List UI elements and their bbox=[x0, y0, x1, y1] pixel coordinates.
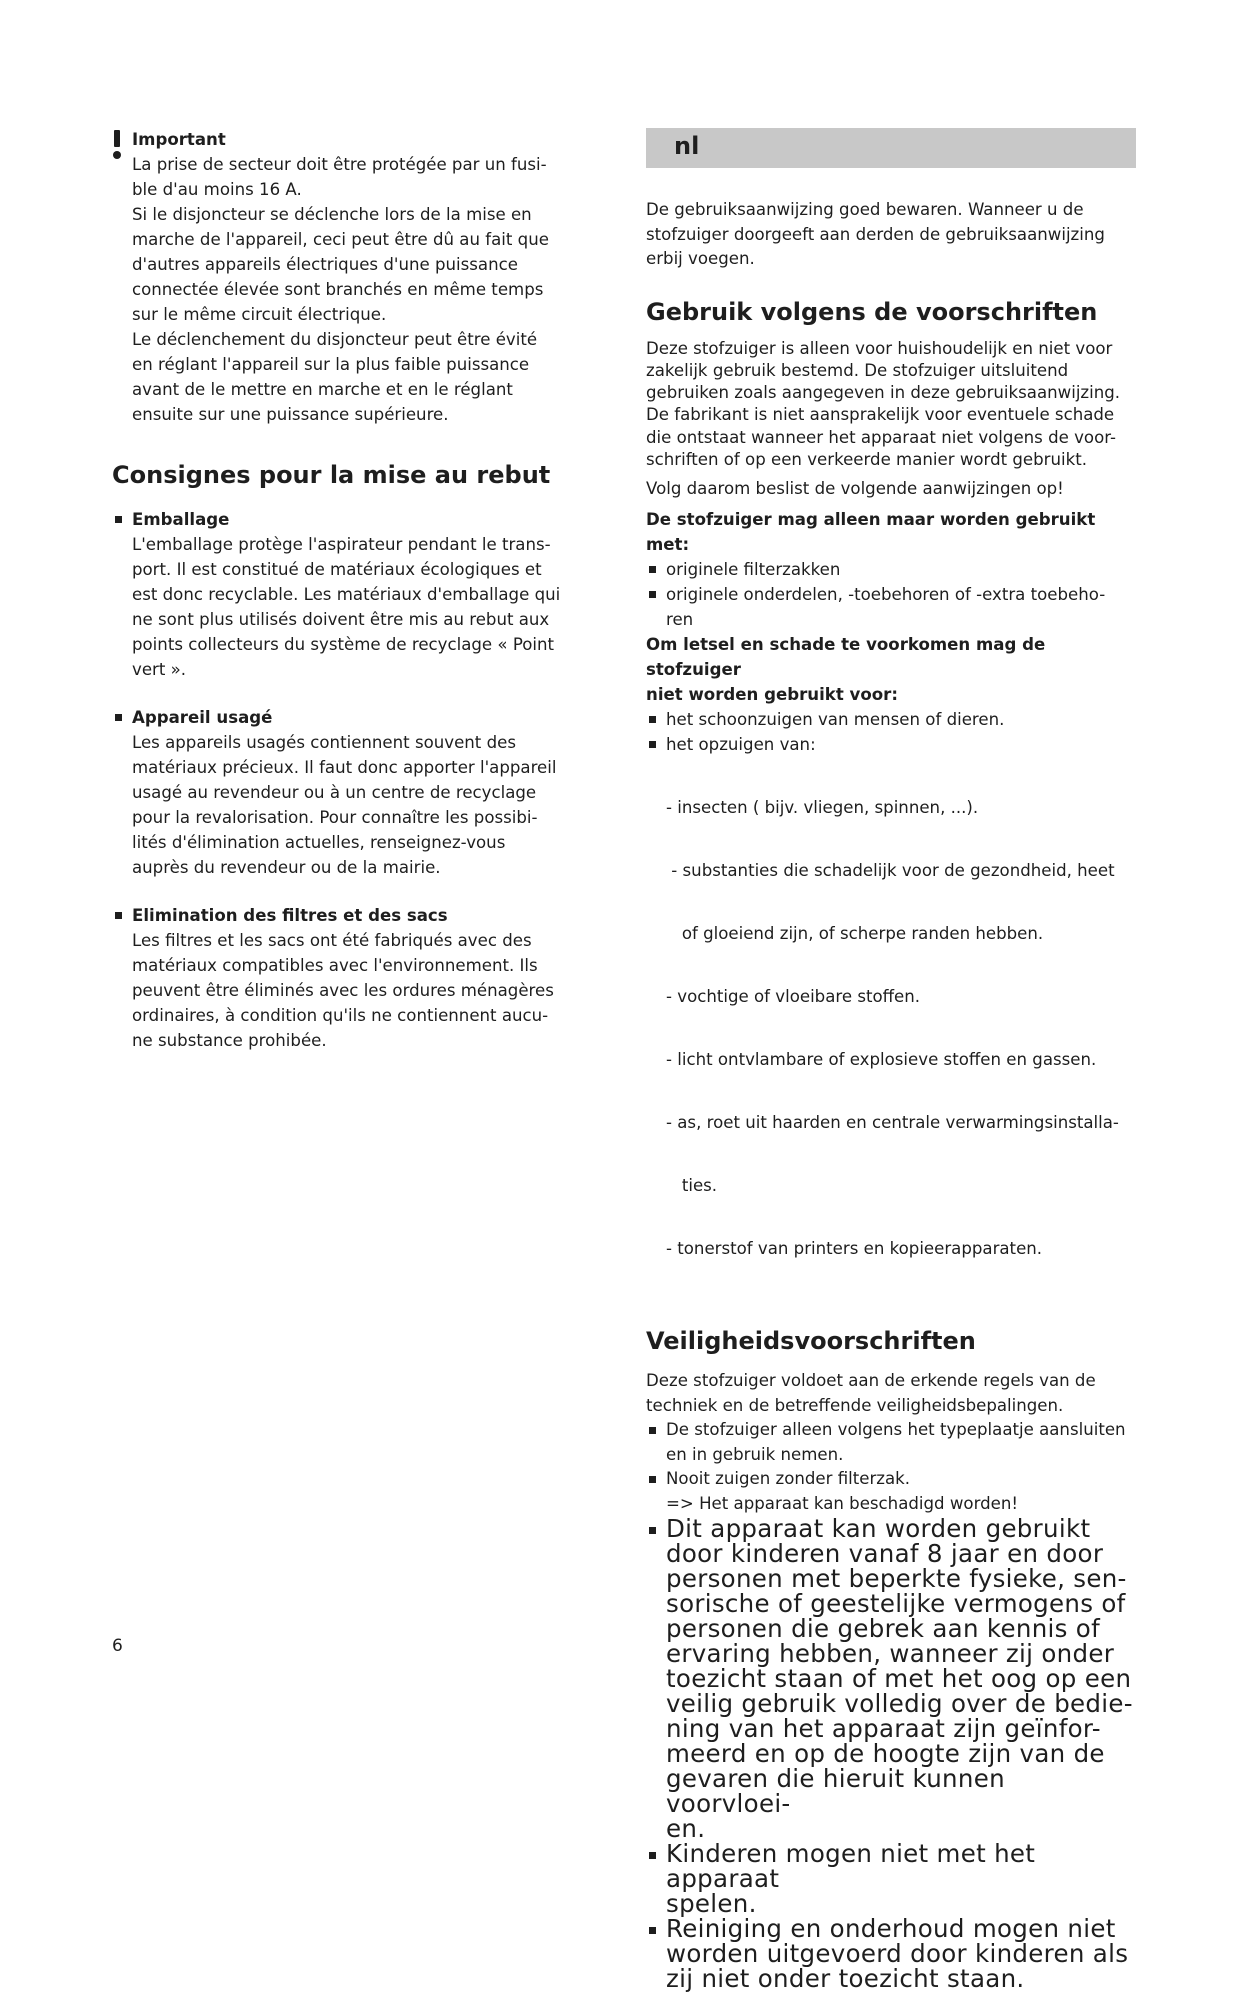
list-item-text: originele onderdelen, -toebehoren of -extra toebeho- bbox=[666, 585, 1106, 605]
intro-line: stofzuiger doorgeeft aan derden de gebruiksaanwijzing bbox=[646, 224, 1105, 244]
usage-heading: Gebruik volgens de voorschriften bbox=[646, 297, 1098, 326]
usage-line: Deze stofzuiger is alleen voor huishoudelijk en niet voor bbox=[646, 338, 1113, 358]
bullet-square-icon bbox=[649, 741, 656, 748]
usage-line: die ontstaat wanneer het apparaat niet volgens de voor- bbox=[646, 427, 1116, 447]
usage-line: gebruiken zoals aangegeven in deze gebruiksaanwijzing. bbox=[646, 383, 1121, 403]
safety-big-line: toezicht staan of met het oog op een bbox=[666, 1664, 1132, 1694]
language-tab-label: nl bbox=[674, 132, 700, 160]
only-with-title: De stofzuiger mag alleen maar worden gebruikt met: bbox=[646, 510, 1096, 555]
safety-intro-line: Deze stofzuiger voldoet aan de erkende regels van de bbox=[646, 1371, 1096, 1391]
safety-big-line: personen met beperkte fysieke, sen- bbox=[666, 1564, 1127, 1594]
safety-big-line: ervaring hebben, wanneer zij onder bbox=[666, 1639, 1115, 1669]
dash-item: - licht ontvlambare of explosieve stoffen en gassen. bbox=[666, 1050, 1097, 1070]
safety-item-large bbox=[646, 1514, 1136, 1844]
bullet-square-icon bbox=[649, 1927, 656, 1934]
intro-paragraph bbox=[646, 198, 1136, 272]
section-line: Les filtres et les sacs ont été fabriqués avec des bbox=[132, 931, 532, 950]
dash-item: - substanties die schadelijk voor de gezondheid, heet bbox=[666, 861, 1115, 881]
bullet-square-icon bbox=[649, 1852, 656, 1859]
not-for-title: Om letsel en schade te voorkomen mag de stofzuiger bbox=[646, 635, 1046, 680]
safety-big-line: Kinderen mogen niet met het apparaat bbox=[666, 1839, 1036, 1894]
section-line: port. Il est constitué de matériaux écologiques et bbox=[132, 560, 542, 579]
section-line: ne sont plus utilisés doivent être mis au rebut aux bbox=[132, 610, 550, 629]
usage-paragraph bbox=[646, 338, 1136, 472]
important-line: connectée élevée sont branchés en même temps bbox=[132, 280, 544, 299]
section-line: est donc recyclable. Les matériaux d'emballage qui bbox=[132, 585, 561, 604]
dash-item: - vochtige of vloeibare stoffen. bbox=[666, 987, 921, 1007]
safety-item-line: De stofzuiger alleen volgens het typeplaatje aansluiten bbox=[666, 1420, 1126, 1440]
page-number: 6 bbox=[112, 1636, 123, 1656]
right-column bbox=[646, 128, 1136, 1991]
safety-big-line: Reiniging en onderhoud mogen niet bbox=[666, 1914, 1116, 1944]
important-line: La prise de secteur doit être protégée par un fusi- bbox=[132, 155, 547, 174]
safety-big-line: en. bbox=[666, 1814, 706, 1844]
important-line: Si le disjoncteur se déclenche lors de la mise en bbox=[132, 205, 532, 224]
section-line: ne substance prohibée. bbox=[132, 1031, 327, 1050]
language-tab bbox=[646, 128, 1136, 168]
bullet-square-icon bbox=[115, 516, 122, 523]
important-label: Important bbox=[132, 130, 226, 149]
list-item-text: het opzuigen van: bbox=[666, 735, 816, 755]
safety-big-line: Dit apparaat kan worden gebruikt bbox=[666, 1514, 1091, 1544]
usage-line: schriften of op een verkeerde manier wordt gebruikt. bbox=[646, 449, 1087, 469]
safety-big-line: spelen. bbox=[666, 1889, 757, 1919]
safety-big-line: meerd en op de hoogte zijn van de bbox=[666, 1739, 1105, 1769]
safety-big-line: door kinderen vanaf 8 jaar en door bbox=[666, 1539, 1104, 1569]
bullet-square-icon bbox=[115, 714, 122, 721]
safety-item-line: Nooit zuigen zonder filterzak. bbox=[666, 1469, 911, 1489]
important-line: ble d'au moins 16 A. bbox=[132, 180, 302, 199]
dash-item: - insecten ( bijv. vliegen, spinnen, ...). bbox=[666, 798, 979, 818]
section-line: usagé au revendeur ou à un centre de recyclage bbox=[132, 783, 537, 802]
follow-instructions: Volg daarom beslist de volgende aanwijzingen op! bbox=[646, 479, 1064, 499]
safety-intro-line: techniek en de betreffende veiligheidsbepalingen. bbox=[646, 1395, 1064, 1415]
important-line: Le déclenchement du disjoncteur peut être évité bbox=[132, 330, 538, 349]
list-item bbox=[646, 732, 1136, 757]
list-item-text: het schoonzuigen van mensen of dieren. bbox=[666, 710, 1005, 730]
bullet-square-icon bbox=[649, 1427, 656, 1434]
section-line: ordinaires, à condition qu'ils ne contiennent aucu- bbox=[132, 1006, 549, 1025]
safety-big-line: sorische of geestelijke vermogens of bbox=[666, 1589, 1126, 1619]
safety-big-line: gevaren die hieruit kunnen voorvloei- bbox=[666, 1764, 1005, 1819]
usage-line: zakelijk gebruik bestemd. De stofzuiger uitsluitend bbox=[646, 360, 1069, 380]
important-line: en réglant l'appareil sur la plus faible puissance bbox=[132, 355, 530, 374]
safety-big-line: ning van het apparaat zijn geïnfor- bbox=[666, 1714, 1101, 1744]
section-title: Appareil usagé bbox=[132, 708, 273, 727]
safety-item-large bbox=[646, 1839, 1136, 1919]
safety-item-line: => Het apparaat kan beschadigd worden! bbox=[666, 1493, 1019, 1513]
section-line: points collecteurs du système de recyclage « Point bbox=[132, 635, 555, 654]
intro-line: De gebruiksaanwijzing goed bewaren. Wanneer u de bbox=[646, 200, 1084, 219]
exclamation-icon bbox=[112, 130, 124, 160]
section-line: matériaux compatibles avec l'environnement. Ils bbox=[132, 956, 538, 975]
bullet-square-icon bbox=[649, 566, 656, 573]
important-notice bbox=[112, 127, 577, 427]
safety-item bbox=[646, 1467, 1136, 1516]
section-emballage bbox=[112, 507, 577, 682]
section-line: L'emballage protège l'aspirateur pendant le trans- bbox=[132, 535, 551, 554]
list-item bbox=[646, 707, 1136, 732]
section-line: vert ». bbox=[132, 660, 187, 679]
important-line: sur le même circuit électrique. bbox=[132, 305, 387, 324]
section-appareil-usage bbox=[112, 705, 577, 880]
dash-item: - tonerstof van printers en kopieerapparaten. bbox=[666, 1239, 1043, 1259]
safety-item bbox=[646, 1418, 1136, 1467]
safety-big-line: veilig gebruik volledig over de bedie- bbox=[666, 1689, 1133, 1719]
section-line: auprès du revendeur ou de la mairie. bbox=[132, 858, 441, 877]
important-line: avant de le mettre en marche et en le réglant bbox=[132, 380, 513, 399]
dash-list bbox=[646, 757, 1136, 1299]
section-elimination bbox=[112, 903, 577, 1053]
dash-item: ties. bbox=[666, 1176, 718, 1196]
section-line: matériaux précieux. Il faut donc apporter l'appareil bbox=[132, 758, 557, 777]
list-item-text: ren bbox=[666, 610, 694, 630]
section-line: Les appareils usagés contiennent souvent des bbox=[132, 733, 516, 752]
safety-big-line: personen die gebrek aan kennis of bbox=[666, 1614, 1101, 1644]
not-for-title: niet worden gebruikt voor: bbox=[646, 685, 898, 705]
section-line: peuvent être éliminés avec les ordures ménagères bbox=[132, 981, 554, 1000]
dash-item: of gloeiend zijn, of scherpe randen hebben. bbox=[666, 924, 1044, 944]
safety-item-line: en in gebruik nemen. bbox=[666, 1444, 844, 1464]
safety-intro bbox=[646, 1369, 1136, 1418]
important-line: d'autres appareils électriques d'une puissance bbox=[132, 255, 518, 274]
section-title: Elimination des filtres et des sacs bbox=[132, 906, 448, 925]
bullet-square-icon bbox=[649, 1476, 656, 1483]
safety-heading: Veiligheidsvoorschriften bbox=[646, 1327, 976, 1356]
usage-line: De fabrikant is niet aansprakelijk voor eventuele schade bbox=[646, 405, 1115, 425]
list-item-text: originele filterzakken bbox=[666, 560, 841, 580]
section-title: Emballage bbox=[132, 510, 230, 529]
bullet-square-icon bbox=[649, 716, 656, 723]
safety-big-line: zij niet onder toezicht staan. bbox=[666, 1964, 1025, 1993]
disposal-heading: Consignes pour la mise au rebut bbox=[112, 461, 551, 489]
dash-item: - as, roet uit haarden en centrale verwarmingsinstalla- bbox=[666, 1113, 1119, 1133]
safety-item-large bbox=[646, 1916, 1136, 1991]
left-column bbox=[112, 127, 577, 1053]
important-line: marche de l'appareil, ceci peut être dû au fait que bbox=[132, 230, 549, 249]
section-line: pour la revalorisation. Pour connaître les possibi- bbox=[132, 808, 538, 827]
safety-big-line: worden uitgevoerd door kinderen als bbox=[666, 1939, 1129, 1969]
bullet-square-icon bbox=[649, 591, 656, 598]
section-line: lités d'élimination actuelles, renseignez-vous bbox=[132, 833, 506, 852]
bullet-square-icon bbox=[649, 1527, 656, 1534]
bullet-square-icon bbox=[115, 912, 122, 919]
intro-line: erbij voegen. bbox=[646, 249, 755, 268]
list-item bbox=[646, 557, 1136, 582]
list-item bbox=[646, 582, 1136, 632]
important-line: ensuite sur une puissance supérieure. bbox=[132, 405, 449, 424]
